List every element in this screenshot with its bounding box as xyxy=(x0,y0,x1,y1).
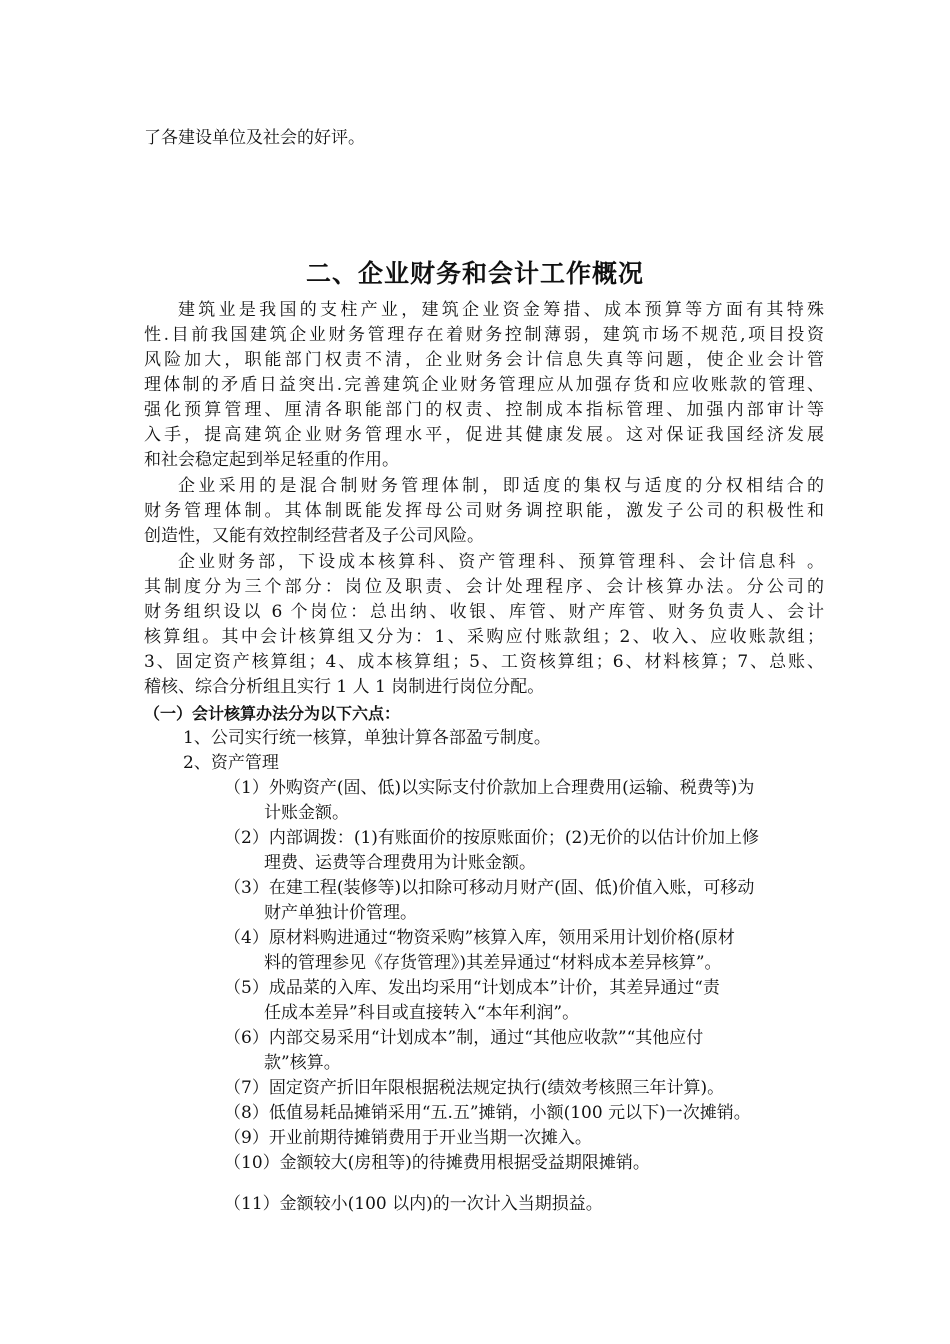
sub-item: （1）外购资产(固、低)以实际支付价款加上合理费用(运输、税费等)为 xyxy=(224,778,755,798)
para3-line: 财务组织设以 6 个岗位：总出纳、收银、库管、财产库管、财务负责人、会计 xyxy=(144,602,824,622)
subheading: （一）会计核算办法分为以下六点： xyxy=(144,704,401,723)
sub-item: （11）金额较小(100 以内)的一次计入当期损益。 xyxy=(224,1194,603,1214)
para3-line: 3、固定资产核算组；4、成本核算组；5、工资核算组；6、材料核算；7、总账、 xyxy=(144,652,824,672)
sub-item-cont: 财产单独计价管理。 xyxy=(264,903,417,923)
sub-item: （4）原材料购进通过“物资采购”核算入库，领用采用计划价格(原材 xyxy=(224,928,735,948)
sub-item: （8）低值易耗品摊销采用“五.五”摊销，小额(100 元以下)一次摊销。 xyxy=(224,1103,751,1123)
sub-item-cont: 料的管理参见《存货管理》)其差异通过“材料成本差异核算”。 xyxy=(264,953,722,973)
para1-line: 强化预算管理、厘清各职能部门的权责、控制成本指标管理、加强内部审计等 xyxy=(144,400,824,420)
section-title: 二、企业财务和会计工作概况 xyxy=(305,259,644,288)
sub-item-cont: 任成本差异”科目或直接转入“本年利润”。 xyxy=(264,1003,580,1023)
para3-line: 其制度分为三个部分：岗位及职责、会计处理程序、会计核算办法。分公司的 xyxy=(144,577,824,597)
sub-item: （9）开业前期待摊销费用于开业当期一次摊入。 xyxy=(224,1128,592,1148)
sub-item-cont: 款”核算。 xyxy=(264,1053,341,1073)
para1-line: 建筑业是我国的支柱产业，建筑企业资金筹措、成本预算等方面有其特殊 xyxy=(178,300,824,320)
sub-item: （7）固定资产折旧年限根据税法规定执行(绩效考核照三年计算)。 xyxy=(224,1078,725,1098)
sub-item: （3）在建工程(装修等)以扣除可移动月财产(固、低)价值入账，可移动 xyxy=(224,878,755,898)
list-item: 1、公司实行统一核算，单独计算各部盈亏制度。 xyxy=(183,728,551,748)
para2-line: 财务管理体制。其体制既能发挥母公司财务调控职能，激发子公司的积极性和 xyxy=(144,501,824,521)
sub-item: （10）金额较大(房租等)的待摊费用根据受益期限摊销。 xyxy=(224,1153,650,1173)
para1-line: 风险加大，职能部门权责不清，企业财务会计信息失真等问题，使企业会计管 xyxy=(144,350,824,370)
sub-item: （6）内部交易采用“计划成本”制，通过“其他应收款”“其他应付 xyxy=(224,1028,704,1048)
para2-line: 创造性，又能有效控制经营者及子公司风险。 xyxy=(144,526,484,546)
para1-line: 和社会稳定起到举足轻重的作用。 xyxy=(144,450,399,470)
sub-item: （5）成品菜的入库、发出均采用“计划成本”计价，其差异通过“责 xyxy=(224,978,720,998)
para1-line: 入手，提高建筑企业财务管理水平，促进其健康发展。这对保证我国经济发展 xyxy=(144,425,824,445)
para3-line: 企业财务部，下设成本核算科、资产管理科、预算管理科、会计信息科 。 xyxy=(178,552,824,572)
para2-line: 企业采用的是混合制财务管理体制，即适度的集权与适度的分权相结合的 xyxy=(178,476,824,496)
para3-line: 稽核、综合分析组且实行 1 人 1 岗制进行岗位分配。 xyxy=(144,677,545,697)
list-item: 2、资产管理 xyxy=(183,753,279,773)
continuation-line: 了各建设单位及社会的好评。 xyxy=(144,128,365,148)
sub-item-cont: 理费、运费等合理费用为计账金额。 xyxy=(264,853,536,873)
para1-line: 理体制的矛盾日益突出.完善建筑企业财务管理应从加强存货和应收账款的管理、 xyxy=(144,375,824,395)
sub-item: （2）内部调拨：(1)有账面价的按原账面价；(2)无价的以估计价加上修 xyxy=(224,828,759,848)
sub-item-cont: 计账金额。 xyxy=(264,803,349,823)
para1-line: 性.目前我国建筑企业财务管理存在着财务控制薄弱，建筑市场不规范,项目投资 xyxy=(144,325,824,345)
para3-line: 核算组。其中会计核算组又分为：1、采购应付账款组；2、收入、应收账款组； xyxy=(144,627,824,647)
